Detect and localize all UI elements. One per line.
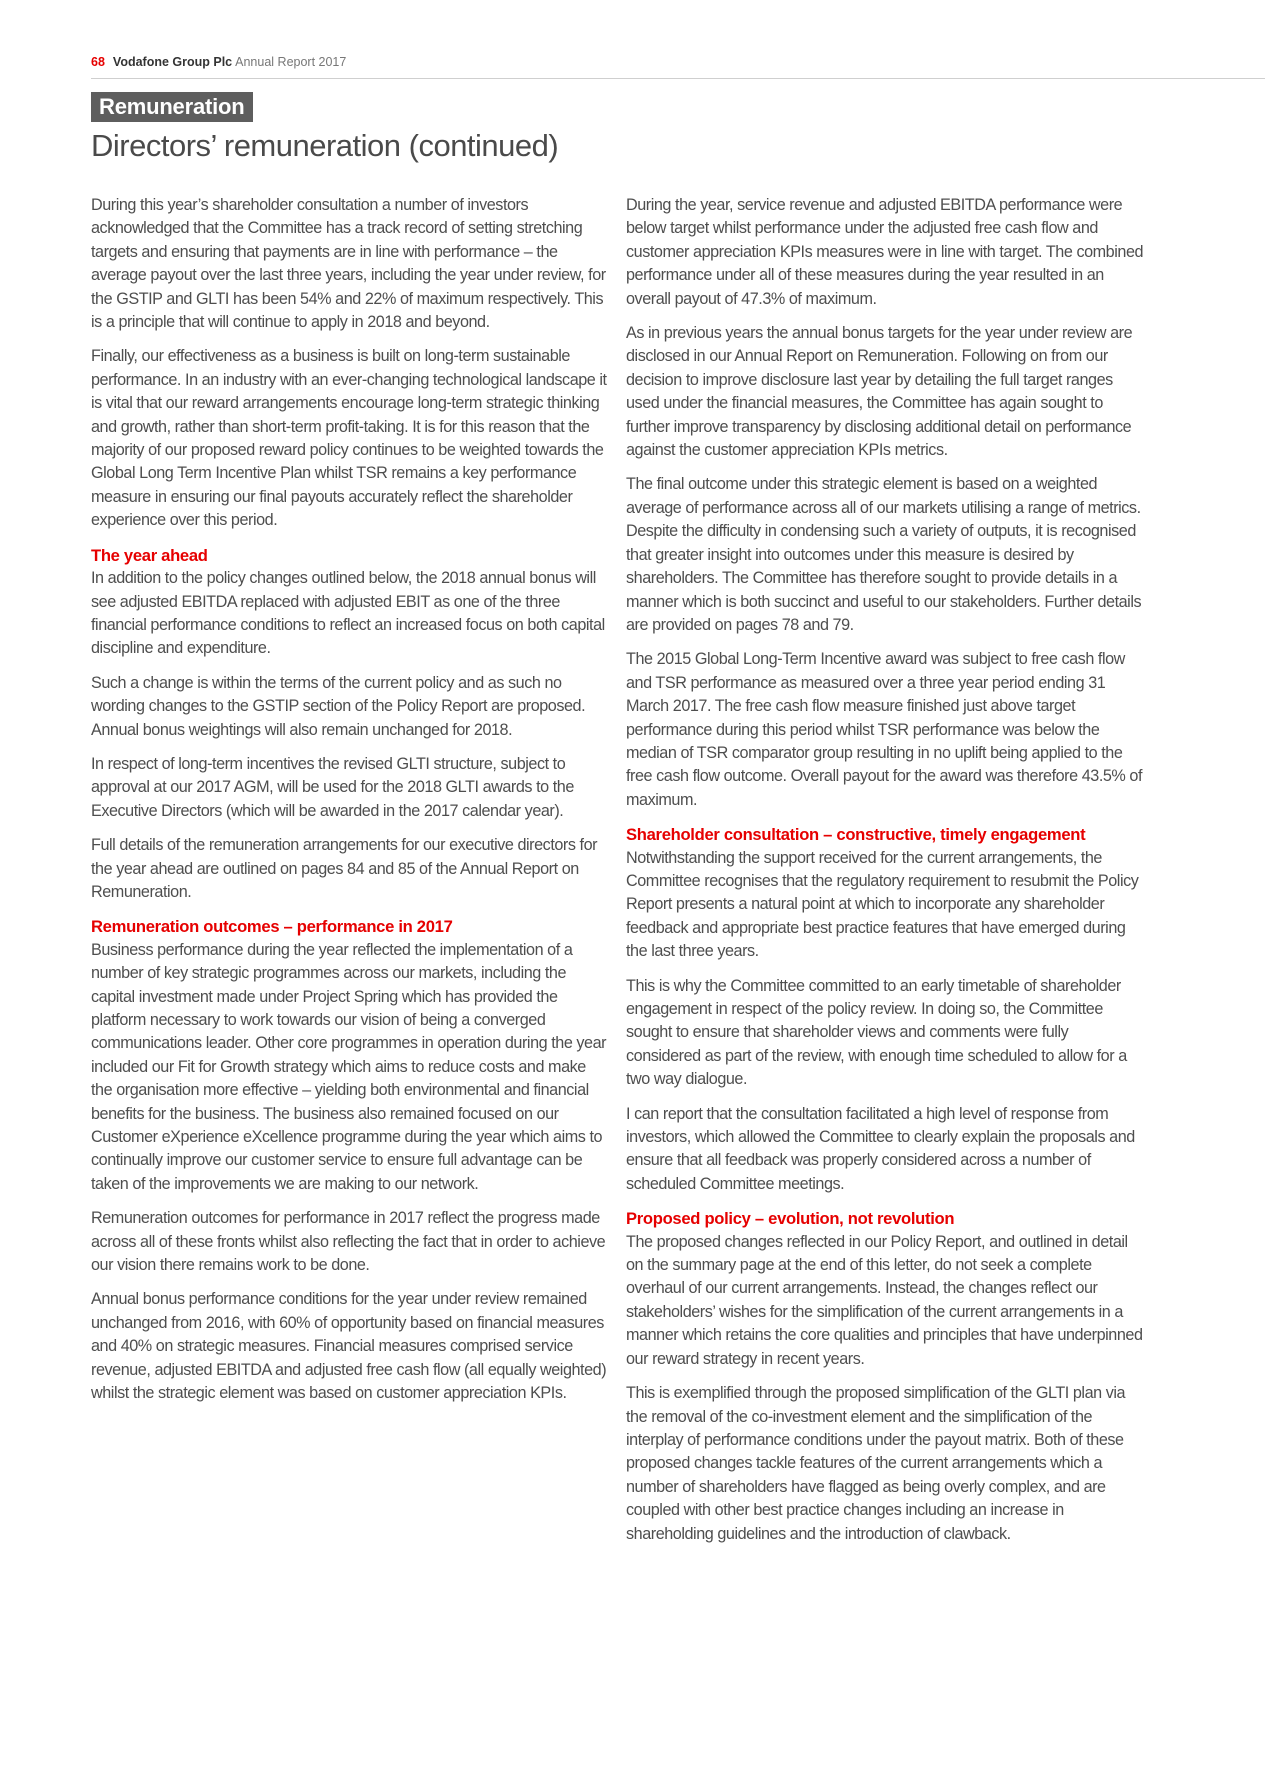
paragraph: The final outcome under this strategic element is based on a weighted average of performance across all of our markets utilising a range of metrics. Despite the difficulty in condensing such a variety of outputs, it is recognised that greater insight into outcomes under this measure is desired by shareholders. The Committee has therefore sought to provide details in a manner which is both succinct and useful to our stakeholders. Further details are provided on pages 78 and 79. xyxy=(626,475,1142,634)
paragraph: Full details of the remuneration arrangements for our executive directors for the year ahead are outlined on pages 84 and 85 of the Annual Report on Remuneration. xyxy=(91,836,598,901)
paragraph: Notwithstanding the support received for the current arrangements, the Committee recognises that the regulatory requirement to resubmit the Policy Report presents a natural point at which to incorporate any shareholder feedback and appropriate best practice features that have emerged during the last three years. xyxy=(626,848,1139,961)
paragraph: During the year, service revenue and adjusted EBITDA performance were below target whilst performance under the adjusted free cash flow and customer appreciation KPIs measures were in line with target. The combined performance under all of these measures during the year resulted in an overall payout of 47.3% of maximum. xyxy=(626,196,1144,308)
report-name: Annual Report 2017 xyxy=(235,55,347,69)
section-heading: Remuneration outcomes – performance in 2017 xyxy=(91,917,453,937)
paragraph: The proposed changes reflected in our Policy Report, and outlined in detail on the summary page at the end of this letter, do not seek a complete overhaul of our current arrangements. Instead, the changes reflect our stakeholders’ wishes for the simplification of the current arrangements in a manner which retains the core qualities and principles that have underpinned our reward strategy in recent years. xyxy=(626,1232,1143,1368)
paragraph: During this year’s shareholder consultation a number of investors acknowledged that the Committee has a track record of setting stretching targets and ensuring that payments are in line with performance – the average payout over the last three years, including the year under review, for the GSTIP and GLTI has been 54% and 22% of maximum respectively. This is a principle that will continue to apply in 2018 and beyond. xyxy=(91,196,606,332)
paragraph: Remuneration outcomes for performance in 2017 reflect the progress made across all of these fronts whilst also reflecting the fact that in order to achieve our vision there remains work to be done. xyxy=(91,1209,606,1275)
paragraph: I can report that the consultation facilitated a high level of response from investors, which allowed the Committee to clearly explain the proposals and ensure that all feedback was properly considered across a number of scheduled Committee meetings. xyxy=(626,1104,1135,1193)
section-heading: The year ahead xyxy=(91,545,208,565)
page-header xyxy=(91,55,346,69)
left-column xyxy=(91,194,611,1417)
header-divider xyxy=(91,78,1265,79)
right-column xyxy=(626,194,1146,1557)
company-name: Vodafone Group Plc xyxy=(112,55,233,69)
paragraph: This is exemplified through the proposed simplification of the GLTI plan via the removal of the co-investment element and the simplification of the interplay of performance conditions under the payout matrix. Both of these proposed changes tackle features of the current arrangements which a number of shareholders have flagged as being overly complex, and are coupled with other best practice changes including an increase in shareholding guidelines and the introduction of clawback. xyxy=(626,1384,1126,1543)
paragraph: Finally, our effectiveness as a business is built on long-term sustainable performance. In an industry with an ever-changing technological landscape it is vital that our reward arrangements encourage long-term strategic thinking and growth, rather than short-term profit-taking. It is for this reason that the majority of our proposed reward policy continues to be weighted towards the Global Long Term Incentive Plan whilst TSR remains a key performance measure in ensuring our final payouts accurately reflect the shareholder experience over this period. xyxy=(91,347,607,530)
paragraph: Annual bonus performance conditions for the year under review remained unchanged from 2016, with 60% of opportunity based on financial measures and 40% on strategic measures. Financial measures comprised service revenue, adjusted EBITDA and adjusted free cash flow (all equally weighted) whilst the strategic element was based on customer appreciation KPIs. xyxy=(91,1290,607,1403)
page-number: 68 xyxy=(91,55,105,69)
paragraph: Such a change is within the terms of the current policy and as such no wording changes to the GSTIP section of the Policy Report are proposed. Annual bonus weightings will also remain unchanged for 2018. xyxy=(91,673,586,739)
paragraph: Business performance during the year reflected the implementation of a number of key strategic programmes across our markets, including the capital investment made under Project Spring which has provided the platform necessary to work towards our vision of being a converged communications leader. Other core programmes in operation during the year included our Fit for Growth strategy which aims to reduce costs and make the organisation more effective – yielding both environmental and financial benefits for the business. The business also remained focused on our Customer eXperience eXcellence programme during the year which aims to continually improve our customer service to ensure full advantage can be taken of the improvements we are making to our network. xyxy=(91,940,607,1193)
section-heading: Proposed policy – evolution, not revolution xyxy=(626,1209,955,1229)
paragraph: As in previous years the annual bonus targets for the year under review are disclosed in our Annual Report on Remuneration. Following on from our decision to improve disclosure last year by detailing the full target ranges used under the financial measures, the Committee has again sought to further improve transparency by disclosing additional detail on performance against the customer appreciation KPIs metrics. xyxy=(626,324,1133,460)
section-heading: Shareholder consultation – constructive, timely engagement xyxy=(626,825,1086,845)
page-title: Directors’ remuneration (continued) xyxy=(91,128,559,163)
paragraph: In addition to the policy changes outlined below, the 2018 annual bonus will see adjusted EBITDA replaced with adjusted EBIT as one of the three financial performance conditions to reflect an increased focus on both capital discipline and expenditure. xyxy=(91,569,605,658)
paragraph: The 2015 Global Long-Term Incentive award was subject to free cash flow and TSR performance as measured over a three year period ending 31 March 2017. The free cash flow measure finished just above target performance during this period whilst TSR performance was below the median of TSR comparator group resulting in no uplift being applied to the free cash flow outcome. Overall payout for the award was therefore 43.5% of maximum. xyxy=(626,650,1143,809)
section-badge: Remuneration xyxy=(91,92,253,122)
paragraph: This is why the Committee committed to an early timetable of shareholder engagement in respect of the policy review. In doing so, the Committee sought to ensure that shareholder views and comments were fully considered as part of the review, with enough time scheduled to allow for a two way dialogue. xyxy=(626,976,1127,1089)
paragraph: In respect of long-term incentives the revised GLTI structure, subject to approval at our 2017 AGM, will be used for the 2018 GLTI awards to the Executive Directors (which will be awarded in the 2017 calendar year). xyxy=(91,754,574,820)
